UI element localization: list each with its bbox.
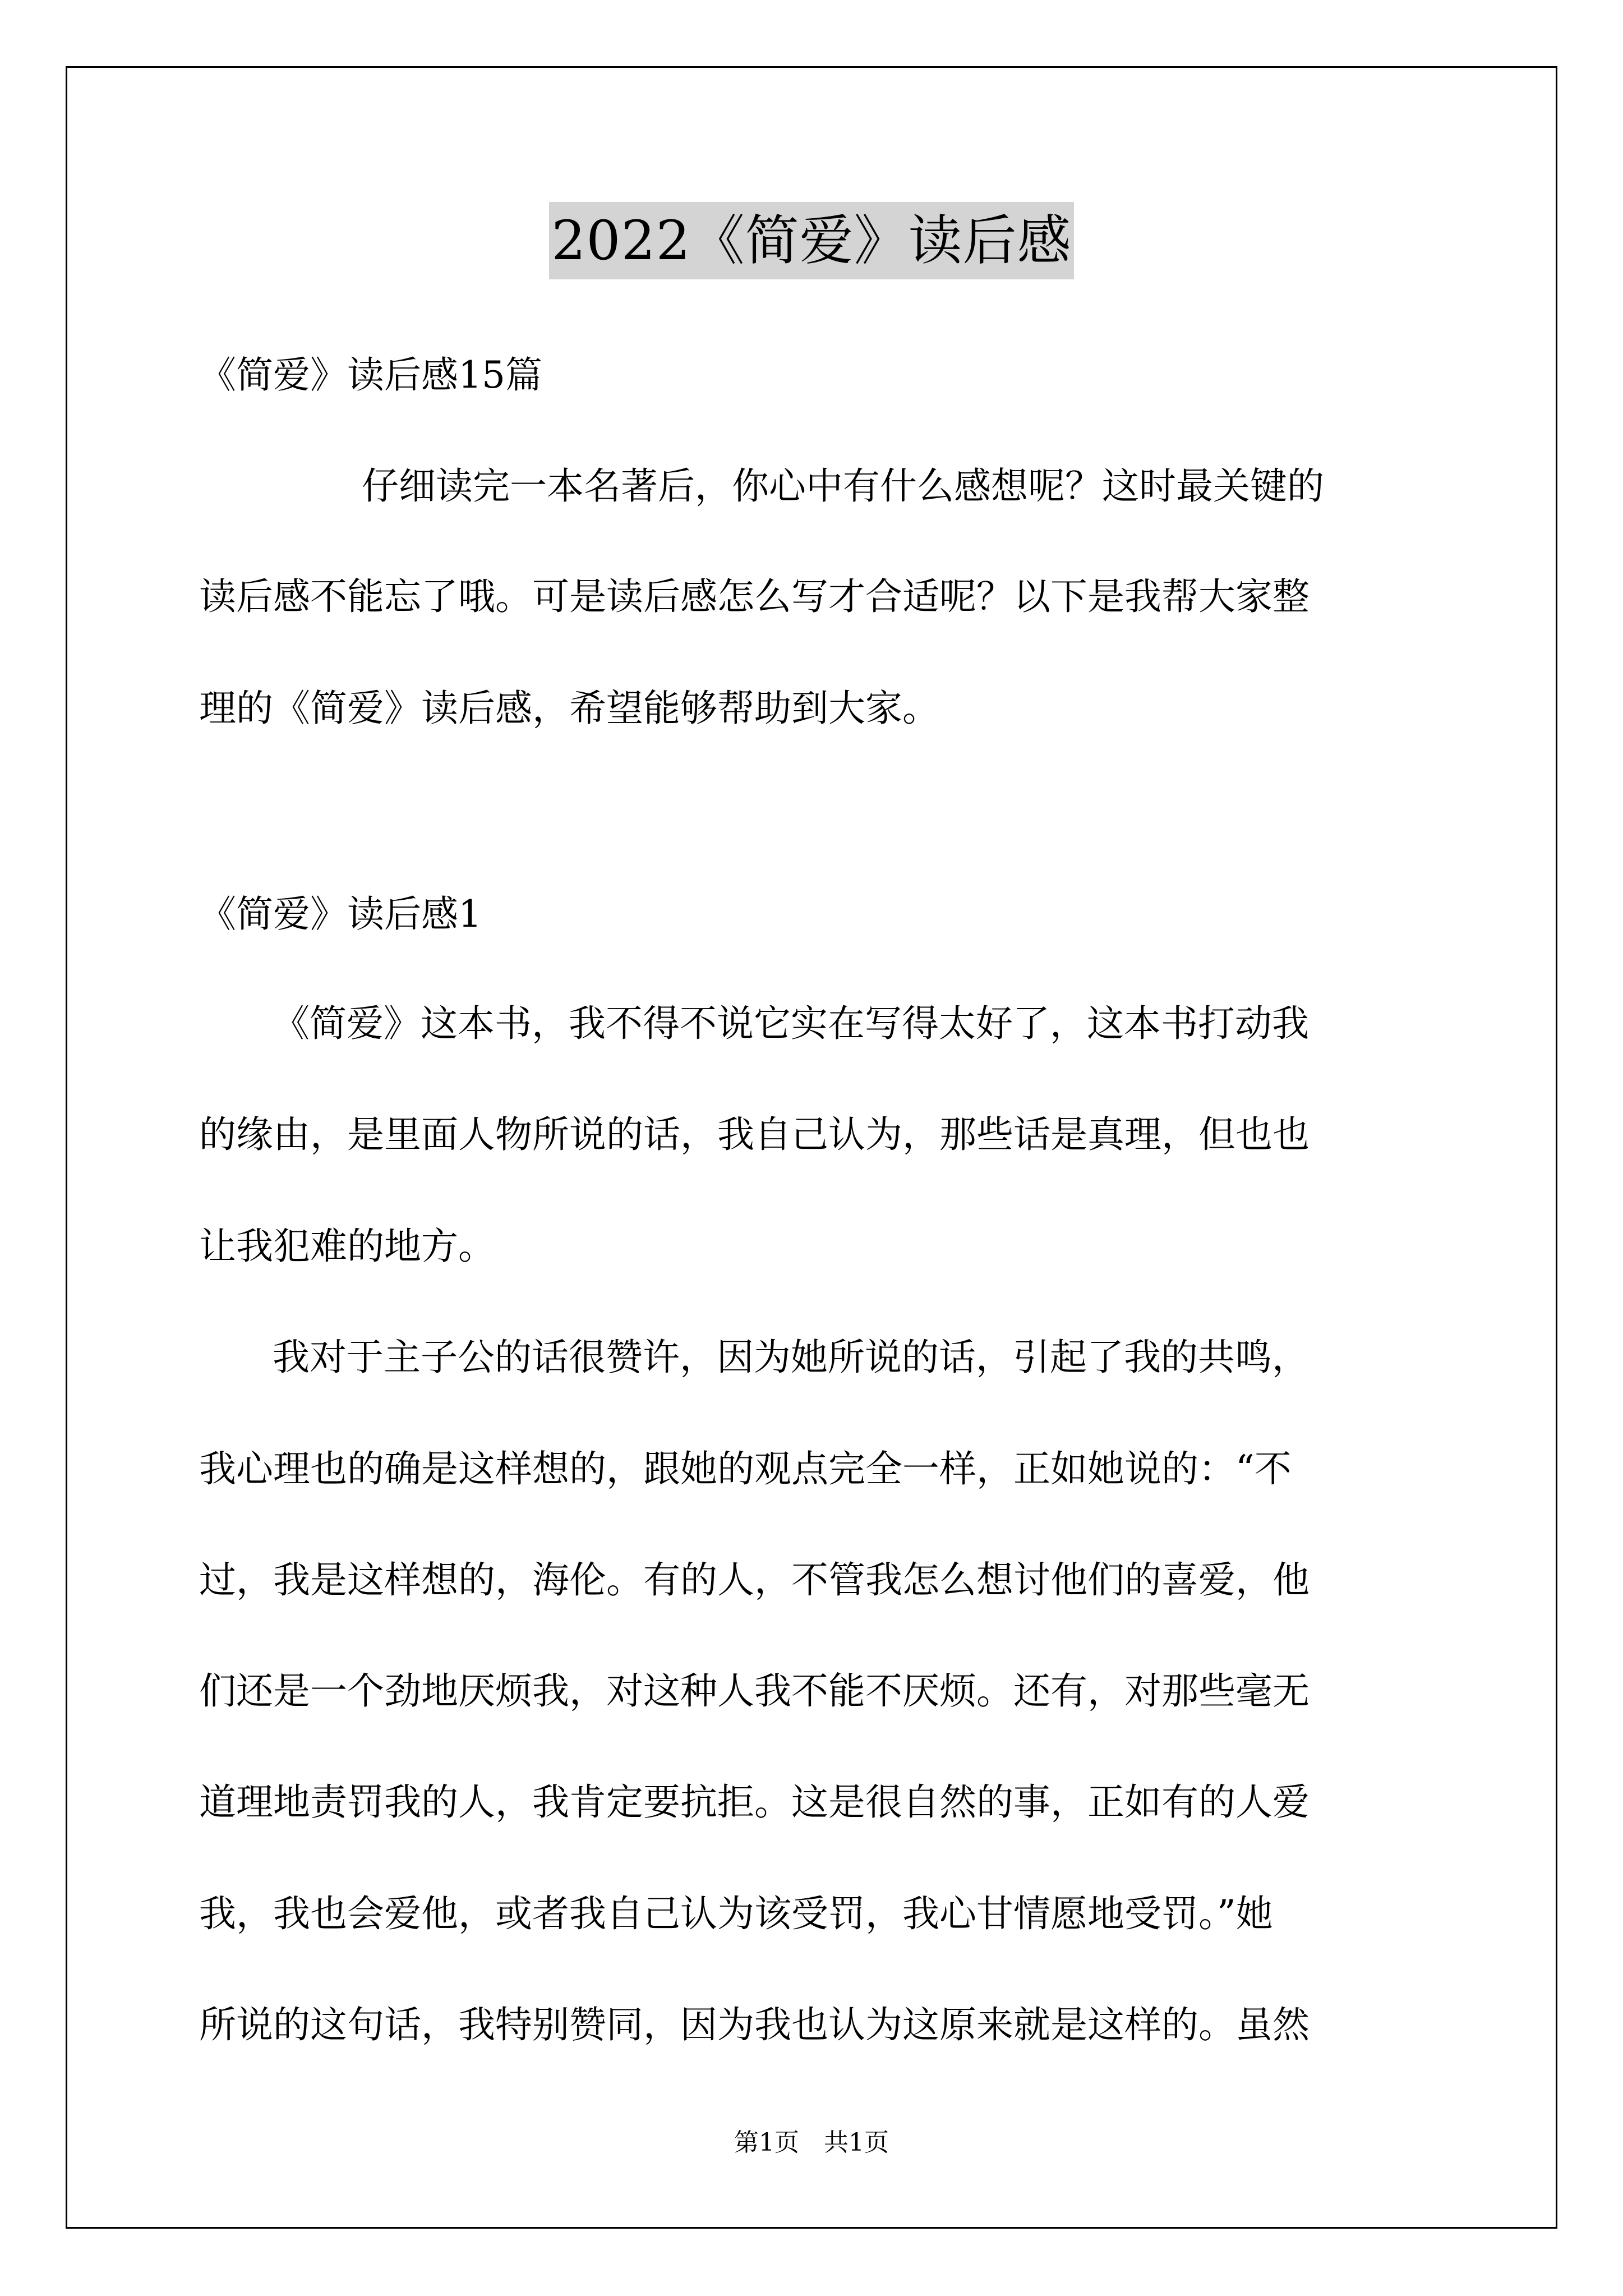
paragraph-line: 所说的这句话，我特别赞同，因为我也认为这原来就是这样的。虽然 — [199, 2003, 1310, 2046]
section-heading: 《简爱》读后感1 — [199, 892, 482, 936]
paragraph-line: 们还是一个劲地厌烦我，对这种人我不能不厌烦。还有，对那些毫无 — [199, 1669, 1310, 1713]
paragraph-line: 我，我也会爱他，或者我自己认为该受罚，我心甘情愿地受罚。”她 — [199, 1892, 1273, 1935]
paragraph-line: 我对于主子公的话很赞许，因为她所说的话，引起了我的共鸣， — [273, 1336, 1309, 1379]
paragraph-line: 过，我是这样想的，海伦。有的人，不管我怎么想讨他们的喜爱，他 — [199, 1558, 1310, 1602]
page-footer: 第1页 共1页 — [734, 2128, 889, 2157]
paragraph-line: 《简爱》这本书，我不得不说它实在写得太好了，这本书打动我 — [273, 1002, 1309, 1045]
intro-line: 读后感不能忘了哦。可是读后感怎么写才合适呢？以下是我帮大家整 — [199, 575, 1310, 618]
intro-line: 理的《简爱》读后感，希望能够帮助到大家。 — [199, 687, 939, 730]
paragraph-line: 让我犯难的地方。 — [199, 1225, 495, 1268]
paragraph-line: 道理地责罚我的人，我肯定要抗拒。这是很自然的事，正如有的人爱 — [199, 1780, 1310, 1824]
intro-line: 仔细读完一本名著后，你心中有什么感想呢？这时最关键的 — [362, 464, 1324, 508]
document-subtitle: 《简爱》读后感15篇 — [199, 353, 542, 397]
paragraph-line: 我心理也的确是这样想的，跟她的观点完全一样，正如她说的：“不 — [199, 1447, 1292, 1490]
title-container — [0, 202, 1623, 279]
paragraph-line: 的缘由，是里面人物所说的话，我自己认为，那些话是真理，但也也 — [199, 1113, 1310, 1156]
document-title: 2022《简爱》读后感 — [549, 202, 1073, 279]
